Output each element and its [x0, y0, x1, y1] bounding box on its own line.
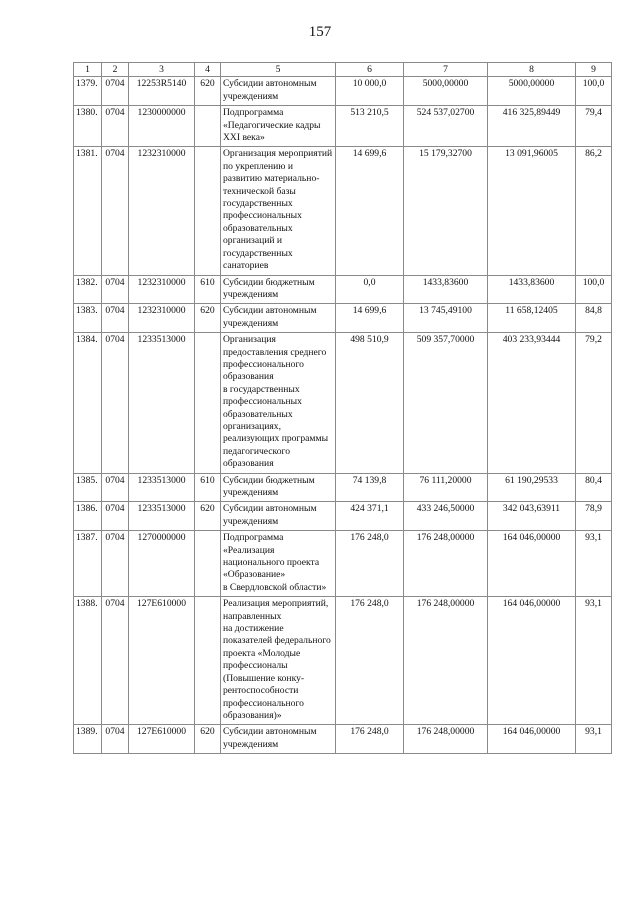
row-number: 1382. [74, 275, 102, 304]
expense-type: 620 [195, 502, 221, 531]
executed-amount: 1433,83600 [488, 275, 576, 304]
header-col-1: 1 [74, 63, 102, 77]
refined-amount: 524 537,02700 [404, 106, 488, 147]
section-code: 0704 [102, 597, 129, 725]
target-code: 1233513000 [129, 333, 195, 473]
target-code: 1233513000 [129, 502, 195, 531]
header-col-2: 2 [102, 63, 129, 77]
refined-amount: 176 248,00000 [404, 531, 488, 597]
executed-amount: 403 233,93444 [488, 333, 576, 473]
item-name: Субсидии бюджетным учреждениям [221, 275, 336, 304]
expense-type [195, 333, 221, 473]
approved-amount: 176 248,0 [336, 725, 404, 754]
section-code: 0704 [102, 725, 129, 754]
section-code: 0704 [102, 106, 129, 147]
section-code: 0704 [102, 147, 129, 275]
header-row [74, 63, 612, 77]
approved-amount: 513 210,5 [336, 106, 404, 147]
item-name: Субсидии автономным учреждениям [221, 77, 336, 106]
refined-amount: 176 248,00000 [404, 597, 488, 725]
execution-percent: 86,2 [576, 147, 612, 275]
row-number: 1385. [74, 473, 102, 502]
header-col-7: 7 [404, 63, 488, 77]
execution-percent: 79,4 [576, 106, 612, 147]
executed-amount: 164 046,00000 [488, 531, 576, 597]
row-number: 1384. [74, 333, 102, 473]
expense-type: 620 [195, 304, 221, 333]
header-col-5: 5 [221, 63, 336, 77]
refined-amount: 509 357,70000 [404, 333, 488, 473]
executed-amount: 164 046,00000 [488, 597, 576, 725]
section-code: 0704 [102, 502, 129, 531]
header-col-8: 8 [488, 63, 576, 77]
target-code: 1232310000 [129, 147, 195, 275]
execution-percent: 93,1 [576, 725, 612, 754]
executed-amount: 61 190,29533 [488, 473, 576, 502]
target-code: 127E610000 [129, 725, 195, 754]
header-col-9: 9 [576, 63, 612, 77]
item-name: Субсидии автономным учреждениям [221, 304, 336, 333]
table-row [74, 725, 612, 754]
refined-amount: 76 111,20000 [404, 473, 488, 502]
expense-type [195, 531, 221, 597]
approved-amount: 498 510,9 [336, 333, 404, 473]
approved-amount: 10 000,0 [336, 77, 404, 106]
refined-amount: 13 745,49100 [404, 304, 488, 333]
expense-type: 610 [195, 473, 221, 502]
page-number: 157 [308, 24, 332, 40]
row-number: 1379. [74, 77, 102, 106]
target-code: 1232310000 [129, 304, 195, 333]
target-code: 127E610000 [129, 597, 195, 725]
table-row [74, 275, 612, 304]
item-name: Субсидии автономным учреждениям [221, 502, 336, 531]
row-number: 1388. [74, 597, 102, 725]
row-number: 1387. [74, 531, 102, 597]
row-number: 1381. [74, 147, 102, 275]
item-name: Организация мероприятий по укреплению и развитию материально-технической базы государственных профессиональных образовательных организаций и государственных санаториев [221, 147, 336, 275]
table-row [74, 304, 612, 333]
item-name: Организация предоставления среднего профессионального образования в государственных профессиональных образовательных организациях, реализующих программы педагогического образования [221, 333, 336, 473]
refined-amount: 1433,83600 [404, 275, 488, 304]
expense-type [195, 106, 221, 147]
target-code: 1230000000 [129, 106, 195, 147]
execution-percent: 93,1 [576, 531, 612, 597]
item-name: Субсидии бюджетным учреждениям [221, 473, 336, 502]
expense-type [195, 597, 221, 725]
item-name: Подпрограмма «Реализация национального проекта «Образование» в Свердловской области» [221, 531, 336, 597]
approved-amount: 0,0 [336, 275, 404, 304]
section-code: 0704 [102, 473, 129, 502]
table-row [74, 473, 612, 502]
refined-amount: 5000,00000 [404, 77, 488, 106]
header-col-4: 4 [195, 63, 221, 77]
execution-percent: 100,0 [576, 275, 612, 304]
header-col-3: 3 [129, 63, 195, 77]
section-code: 0704 [102, 275, 129, 304]
row-number: 1383. [74, 304, 102, 333]
expense-type: 620 [195, 725, 221, 754]
execution-percent: 84,8 [576, 304, 612, 333]
row-number: 1380. [74, 106, 102, 147]
table-row [74, 333, 612, 473]
table-row [74, 597, 612, 725]
target-code: 1233513000 [129, 473, 195, 502]
header-col-6: 6 [336, 63, 404, 77]
row-number: 1386. [74, 502, 102, 531]
table-row [74, 147, 612, 275]
approved-amount: 176 248,0 [336, 597, 404, 725]
approved-amount: 424 371,1 [336, 502, 404, 531]
table-row [74, 77, 612, 106]
target-code: 1232310000 [129, 275, 195, 304]
refined-amount: 433 246,50000 [404, 502, 488, 531]
executed-amount: 11 658,12405 [488, 304, 576, 333]
execution-percent: 79,2 [576, 333, 612, 473]
approved-amount: 14 699,6 [336, 304, 404, 333]
executed-amount: 164 046,00000 [488, 725, 576, 754]
executed-amount: 416 325,89449 [488, 106, 576, 147]
target-code: 1270000000 [129, 531, 195, 597]
budget-table [73, 62, 612, 754]
expense-type: 620 [195, 77, 221, 106]
item-name: Реализация мероприятий, направленных на достижение показателей федерального проекта «Молодые профессионалы (Повышение конку-рентоспособности профессионального образования)» [221, 597, 336, 725]
approved-amount: 176 248,0 [336, 531, 404, 597]
executed-amount: 342 043,63911 [488, 502, 576, 531]
section-code: 0704 [102, 304, 129, 333]
executed-amount: 13 091,96005 [488, 147, 576, 275]
approved-amount: 14 699,6 [336, 147, 404, 275]
execution-percent: 100,0 [576, 77, 612, 106]
section-code: 0704 [102, 77, 129, 106]
expense-type [195, 147, 221, 275]
table-row [74, 531, 612, 597]
item-name: Субсидии автономным учреждениям [221, 725, 336, 754]
approved-amount: 74 139,8 [336, 473, 404, 502]
table-row [74, 106, 612, 147]
refined-amount: 176 248,00000 [404, 725, 488, 754]
section-code: 0704 [102, 333, 129, 473]
execution-percent: 93,1 [576, 597, 612, 725]
target-code: 12253R5140 [129, 77, 195, 106]
section-code: 0704 [102, 531, 129, 597]
row-number: 1389. [74, 725, 102, 754]
execution-percent: 78,9 [576, 502, 612, 531]
refined-amount: 15 179,32700 [404, 147, 488, 275]
executed-amount: 5000,00000 [488, 77, 576, 106]
item-name: Подпрограмма «Педагогические кадры XXI века» [221, 106, 336, 147]
expense-type: 610 [195, 275, 221, 304]
table-row [74, 502, 612, 531]
execution-percent: 80,4 [576, 473, 612, 502]
